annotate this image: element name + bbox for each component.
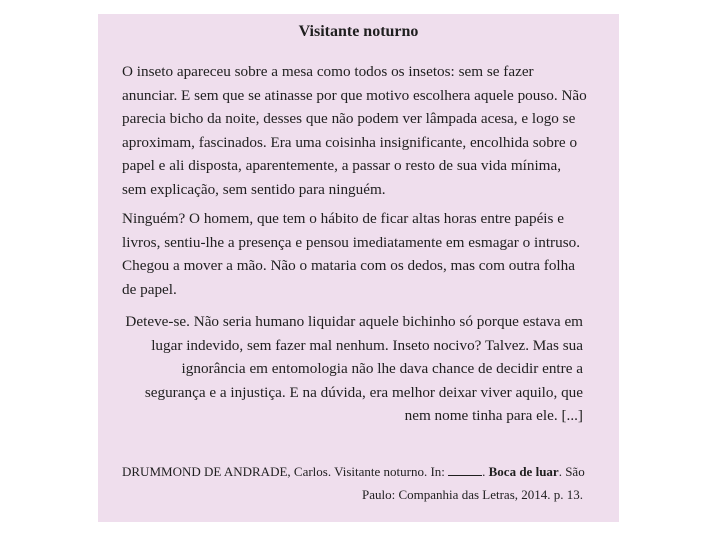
reference-line-1 <box>122 460 583 483</box>
paragraph-3-line: nem nome tinha para ele. [...] <box>404 407 583 424</box>
paragraph-1-line: O inseto apareceu sobre a mesa como todos os insetos: sem se fazer <box>122 63 534 80</box>
paragraph-3-line: segurança e a injustiça. E na dúvida, era melhor deixar viver aquilo, que <box>144 383 583 401</box>
paragraph-1-line: parecia bicho da noite, desses que não podem ver lâmpada acesa, e logo se <box>122 110 576 127</box>
reference-blank <box>448 464 482 476</box>
reference-book-title: Boca de luar <box>488 464 559 479</box>
paragraph-1-line: papel e ali disposta, aparentemente, a passar o resto de sua vida mínima, <box>122 157 562 174</box>
reference-separator: . <box>482 464 489 479</box>
paragraph-1-line: aproximam, fascinados. Era uma coisinha insignificante, encolhida sobre o <box>122 133 578 151</box>
reference-author-text: DRUMMOND DE ANDRADE, Carlos. Visitante noturno. In: <box>122 464 449 479</box>
paragraph-1-line: anunciar. E sem que se atinasse por que motivo escolhera aquele pouso. Não <box>122 86 587 104</box>
paragraph-2-line: Chegou a mover a mão. Não o mataria com os dedos, mas com outra folha <box>122 257 575 274</box>
text-card <box>98 14 619 522</box>
paragraph-1 <box>122 60 592 201</box>
document-title: Visitante noturno <box>298 23 419 40</box>
bibliographic-reference <box>122 460 583 506</box>
paragraph-2 <box>122 207 592 301</box>
paragraph-1-line: sem explicação, sem sentido para ninguém. <box>122 180 386 198</box>
paragraph-3-line: lugar indevido, sem fazer mal nenhum. Inseto nocivo? Talvez. Mas sua <box>151 336 583 354</box>
paragraph-2-line: Ninguém? O homem, que tem o hábito de ficar altas horas entre papéis e <box>122 210 564 227</box>
paragraph-2-line: de papel. <box>122 280 177 298</box>
reference-line-2: Paulo: Companhia das Letras, 2014. p. 13. <box>362 487 583 502</box>
paragraph-3-line: ignorância em entomologia não lhe dava chance de decidir entre a <box>181 360 583 377</box>
reference-line-1-end: . São <box>558 464 585 479</box>
paragraph-2-line: livros, sentiu-lhe a presença e pensou imediatamente em esmagar o intruso. <box>122 233 581 251</box>
paragraph-3-line: Deteve-se. Não seria humano liquidar aquele bichinho só porque estava em <box>125 313 583 330</box>
paragraph-3 <box>122 310 583 428</box>
